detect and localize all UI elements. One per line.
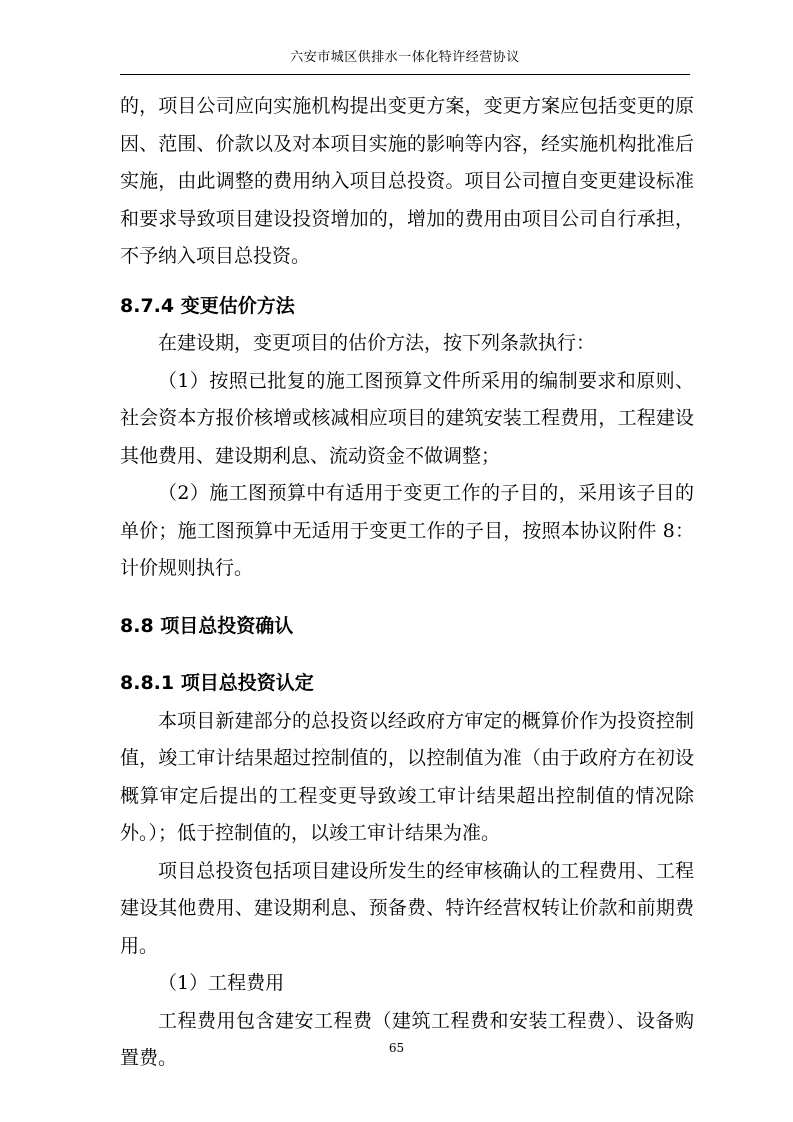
header-title: 六安市城区供排水一体化特许经营协议 xyxy=(290,50,520,65)
paragraph-881-total-investment: 项目总投资包括项目建设所发生的经审核确认的工程费用、工程建设其他费用、建设期利息、预备费、特许经营权转让价款和前期费用。 xyxy=(120,859,694,957)
section-heading-8-8-1: 8.8.1 项目总投资认定 xyxy=(120,672,314,694)
paragraph-874-item-2: （2）施工图预算中有适用于变更工作的子目的，采用该子目的单价；施工图预算中无适用于变更工作的子目，按照本协议附件 8：计价规则执行。 xyxy=(120,482,694,579)
section-heading-8-8: 8.8 项目总投资确认 xyxy=(120,614,294,637)
paragraph-881-control-value: 本项目新建部分的总投资以经政府方审定的概算价作为投资控制值，竣工审计结果超过控制值的，以控制值为准（由于政府方在初设概算审定后提出的工程变更导致竣工审计结果超出控制值的情况除外。）；低于控制值的，以竣工审计结果为准。 xyxy=(120,709,694,844)
page-header xyxy=(120,46,690,75)
paragraph-continued: 的，项目公司应向实施机构提出变更方案，变更方案应包括变更的原因、范围、价款以及对本项目实施的影响等内容，经实施机构批准后实施，由此调整的费用纳入项目总投资。项目公司擅自变更建设标准和要求导致项目建设投资增加的，增加的费用由项目公司自行承担，不予纳入项目总投资。 xyxy=(120,95,694,267)
paragraph-874-intro: 在建设期，变更项目的估价方法，按下列条款执行： xyxy=(158,332,596,354)
paragraph-874-item-1: （1）按照已批复的施工图预算文件所采用的编制要求和原则、社会资本方报价核增或核减相应项目的建筑安装工程费用，工程建设其他费用、建设期利息、流动资金不做调整； xyxy=(120,369,694,467)
paragraph-881-item-1: （1）工程费用 xyxy=(158,972,285,994)
page-number: 65 xyxy=(388,1041,405,1055)
paragraph-881-engineering-cost: 工程费用包含建安工程费（建筑工程费和安装工程费）、设备购置费。 xyxy=(120,1009,694,1069)
page-footer xyxy=(0,1040,793,1056)
document-body xyxy=(120,88,694,1078)
section-heading-8-7-4: 8.7.4 变更估价方法 xyxy=(120,294,295,317)
